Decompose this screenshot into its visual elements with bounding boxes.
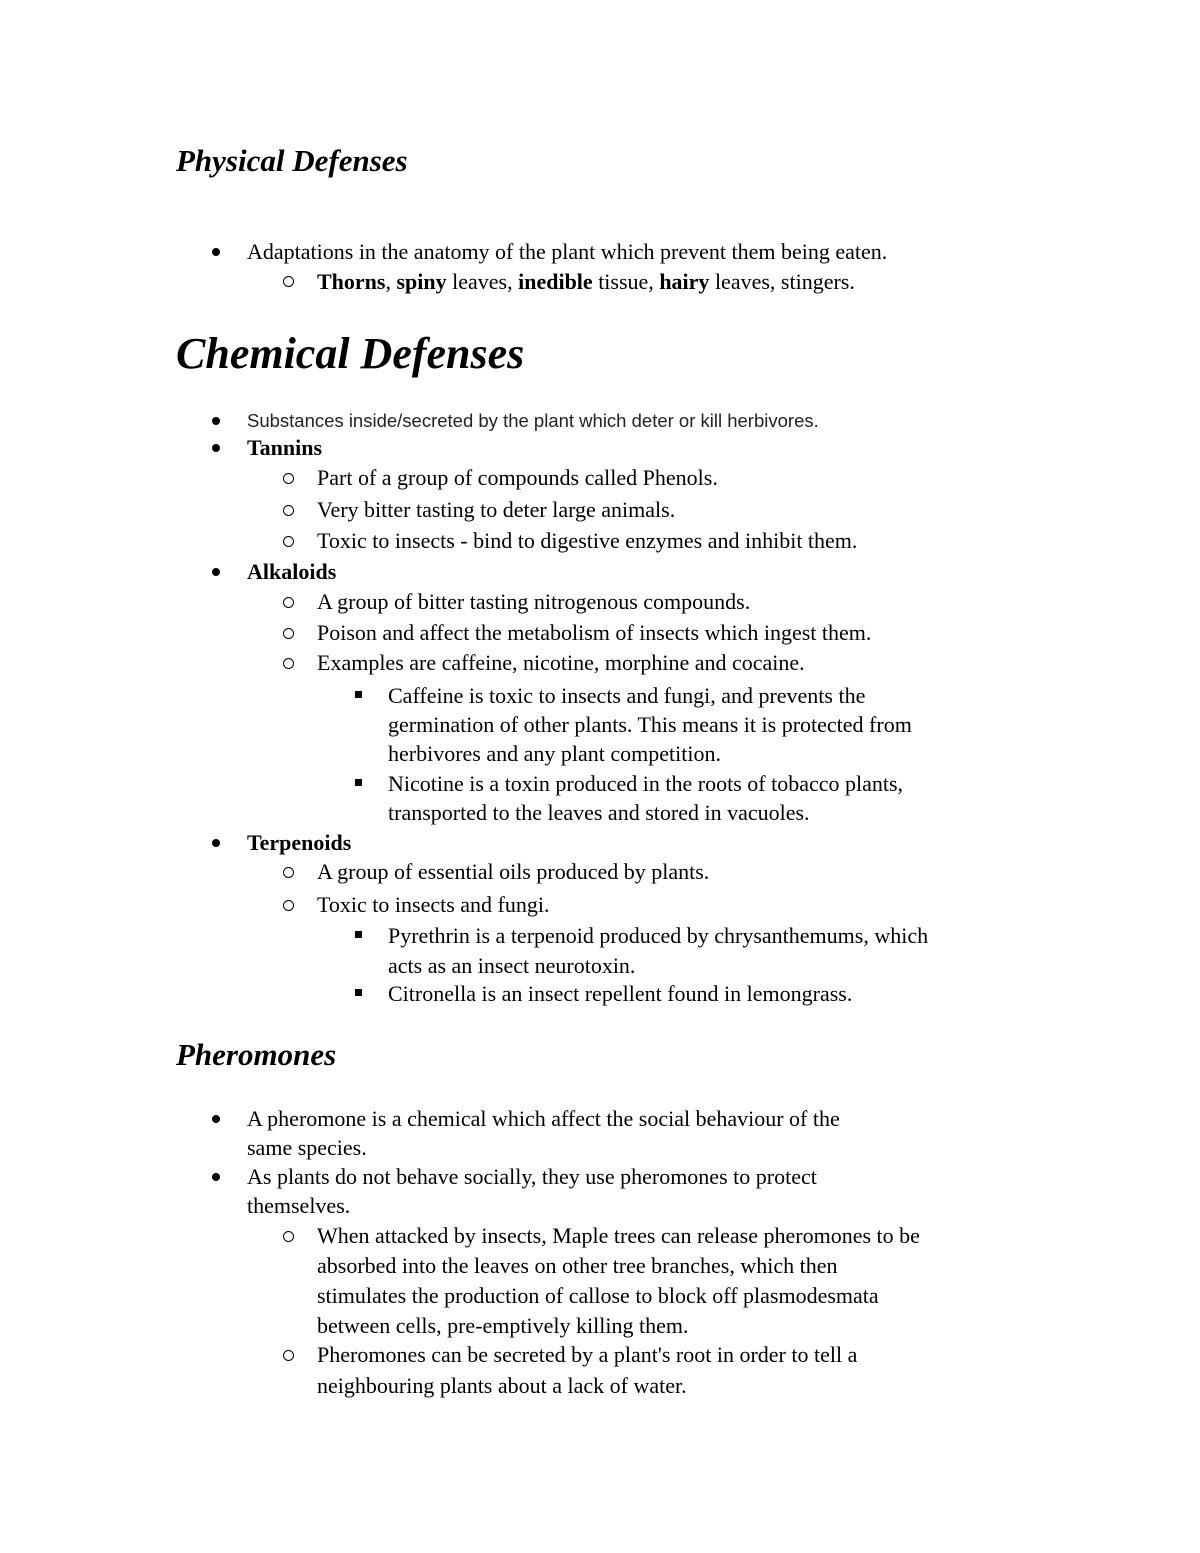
list-item-continuation: neighbouring plants about a lack of water. <box>317 1373 687 1398</box>
heading-physical-defenses: Physical Defenses <box>176 143 408 178</box>
list-item: A group of essential oils produced by plants. <box>317 859 710 884</box>
list-item: Citronella is an insect repellent found in lemongrass. <box>388 981 853 1006</box>
list-item: Part of a group of compounds called Phenols. <box>317 465 718 490</box>
bullet-disc-icon <box>212 839 220 847</box>
list-item: A pheromone is a chemical which affect the social behaviour of the <box>247 1106 840 1131</box>
bullet-circle-icon <box>283 1231 294 1242</box>
list-item-continuation: acts as an insect neurotoxin. <box>388 953 636 978</box>
list-item-tannins: Tannins <box>247 435 323 460</box>
bullet-disc-icon <box>212 1173 220 1181</box>
bullet-disc-icon <box>212 248 220 256</box>
bullet-disc-icon <box>212 444 220 452</box>
bullet-square-icon <box>355 989 362 996</box>
bullet-square-icon <box>355 779 362 786</box>
list-item: Pheromones can be secreted by a plant's root in order to tell a <box>317 1342 858 1367</box>
list-item-continuation: germination of other plants. This means it is protected from <box>388 712 912 737</box>
list-item: Nicotine is a toxin produced in the roots of tobacco plants, <box>388 771 904 796</box>
list-item: Thorns, spiny leaves, inedible tissue, hairy leaves, stingers. <box>317 269 855 294</box>
bullet-square-icon <box>355 691 362 698</box>
list-item-continuation: transported to the leaves and stored in vacuoles. <box>388 800 810 825</box>
list-item-continuation: between cells, pre-emptively killing them. <box>317 1313 689 1338</box>
list-item: Very bitter tasting to deter large animals. <box>317 497 676 522</box>
bullet-circle-icon <box>283 1350 294 1361</box>
bullet-disc-icon <box>212 568 220 576</box>
list-item-continuation: herbivores and any plant competition. <box>388 741 721 766</box>
bullet-circle-icon <box>283 473 294 484</box>
heading-chemical-defenses: Chemical Defenses <box>176 329 525 378</box>
bullet-circle-icon <box>283 900 294 911</box>
list-item-continuation: themselves. <box>247 1193 351 1218</box>
list-item: Toxic to insects and fungi. <box>317 892 550 917</box>
list-item-continuation: stimulates the production of callose to block off plasmodesmata <box>317 1283 879 1308</box>
list-item: Adaptations in the anatomy of the plant which prevent them being eaten. <box>247 239 888 264</box>
list-item: A group of bitter tasting nitrogenous compounds. <box>317 589 751 614</box>
list-item: Examples are caffeine, nicotine, morphine and cocaine. <box>317 650 805 675</box>
bullet-circle-icon <box>283 505 294 516</box>
bullet-disc-icon <box>212 1115 220 1123</box>
list-item: Pyrethrin is a terpenoid produced by chrysanthemums, which <box>388 923 929 948</box>
list-item: Toxic to insects - bind to digestive enzymes and inhibit them. <box>317 528 858 553</box>
bullet-circle-icon <box>283 276 294 287</box>
bullet-circle-icon <box>283 597 294 608</box>
list-item: Poison and affect the metabolism of insects which ingest them. <box>317 620 872 645</box>
list-item: When attacked by insects, Maple trees can release pheromones to be <box>317 1223 920 1248</box>
bullet-circle-icon <box>283 628 294 639</box>
list-item: Substances inside/secreted by the plant which deter or kill herbivores. <box>247 410 819 431</box>
list-item: Caffeine is toxic to insects and fungi, and prevents the <box>388 683 866 708</box>
bullet-circle-icon <box>283 867 294 878</box>
list-item-continuation: absorbed into the leaves on other tree branches, which then <box>317 1253 838 1278</box>
list-item-terpenoids: Terpenoids <box>247 830 352 855</box>
bullet-circle-icon <box>283 658 294 669</box>
list-item-alkaloids: Alkaloids <box>247 559 337 584</box>
bullet-disc-icon <box>212 417 220 425</box>
list-item: As plants do not behave socially, they use pheromones to protect <box>247 1164 817 1189</box>
list-item-continuation: same species. <box>247 1135 367 1160</box>
bullet-circle-icon <box>283 536 294 547</box>
heading-pheromones: Pheromones <box>176 1037 337 1072</box>
bullet-square-icon <box>355 931 362 938</box>
